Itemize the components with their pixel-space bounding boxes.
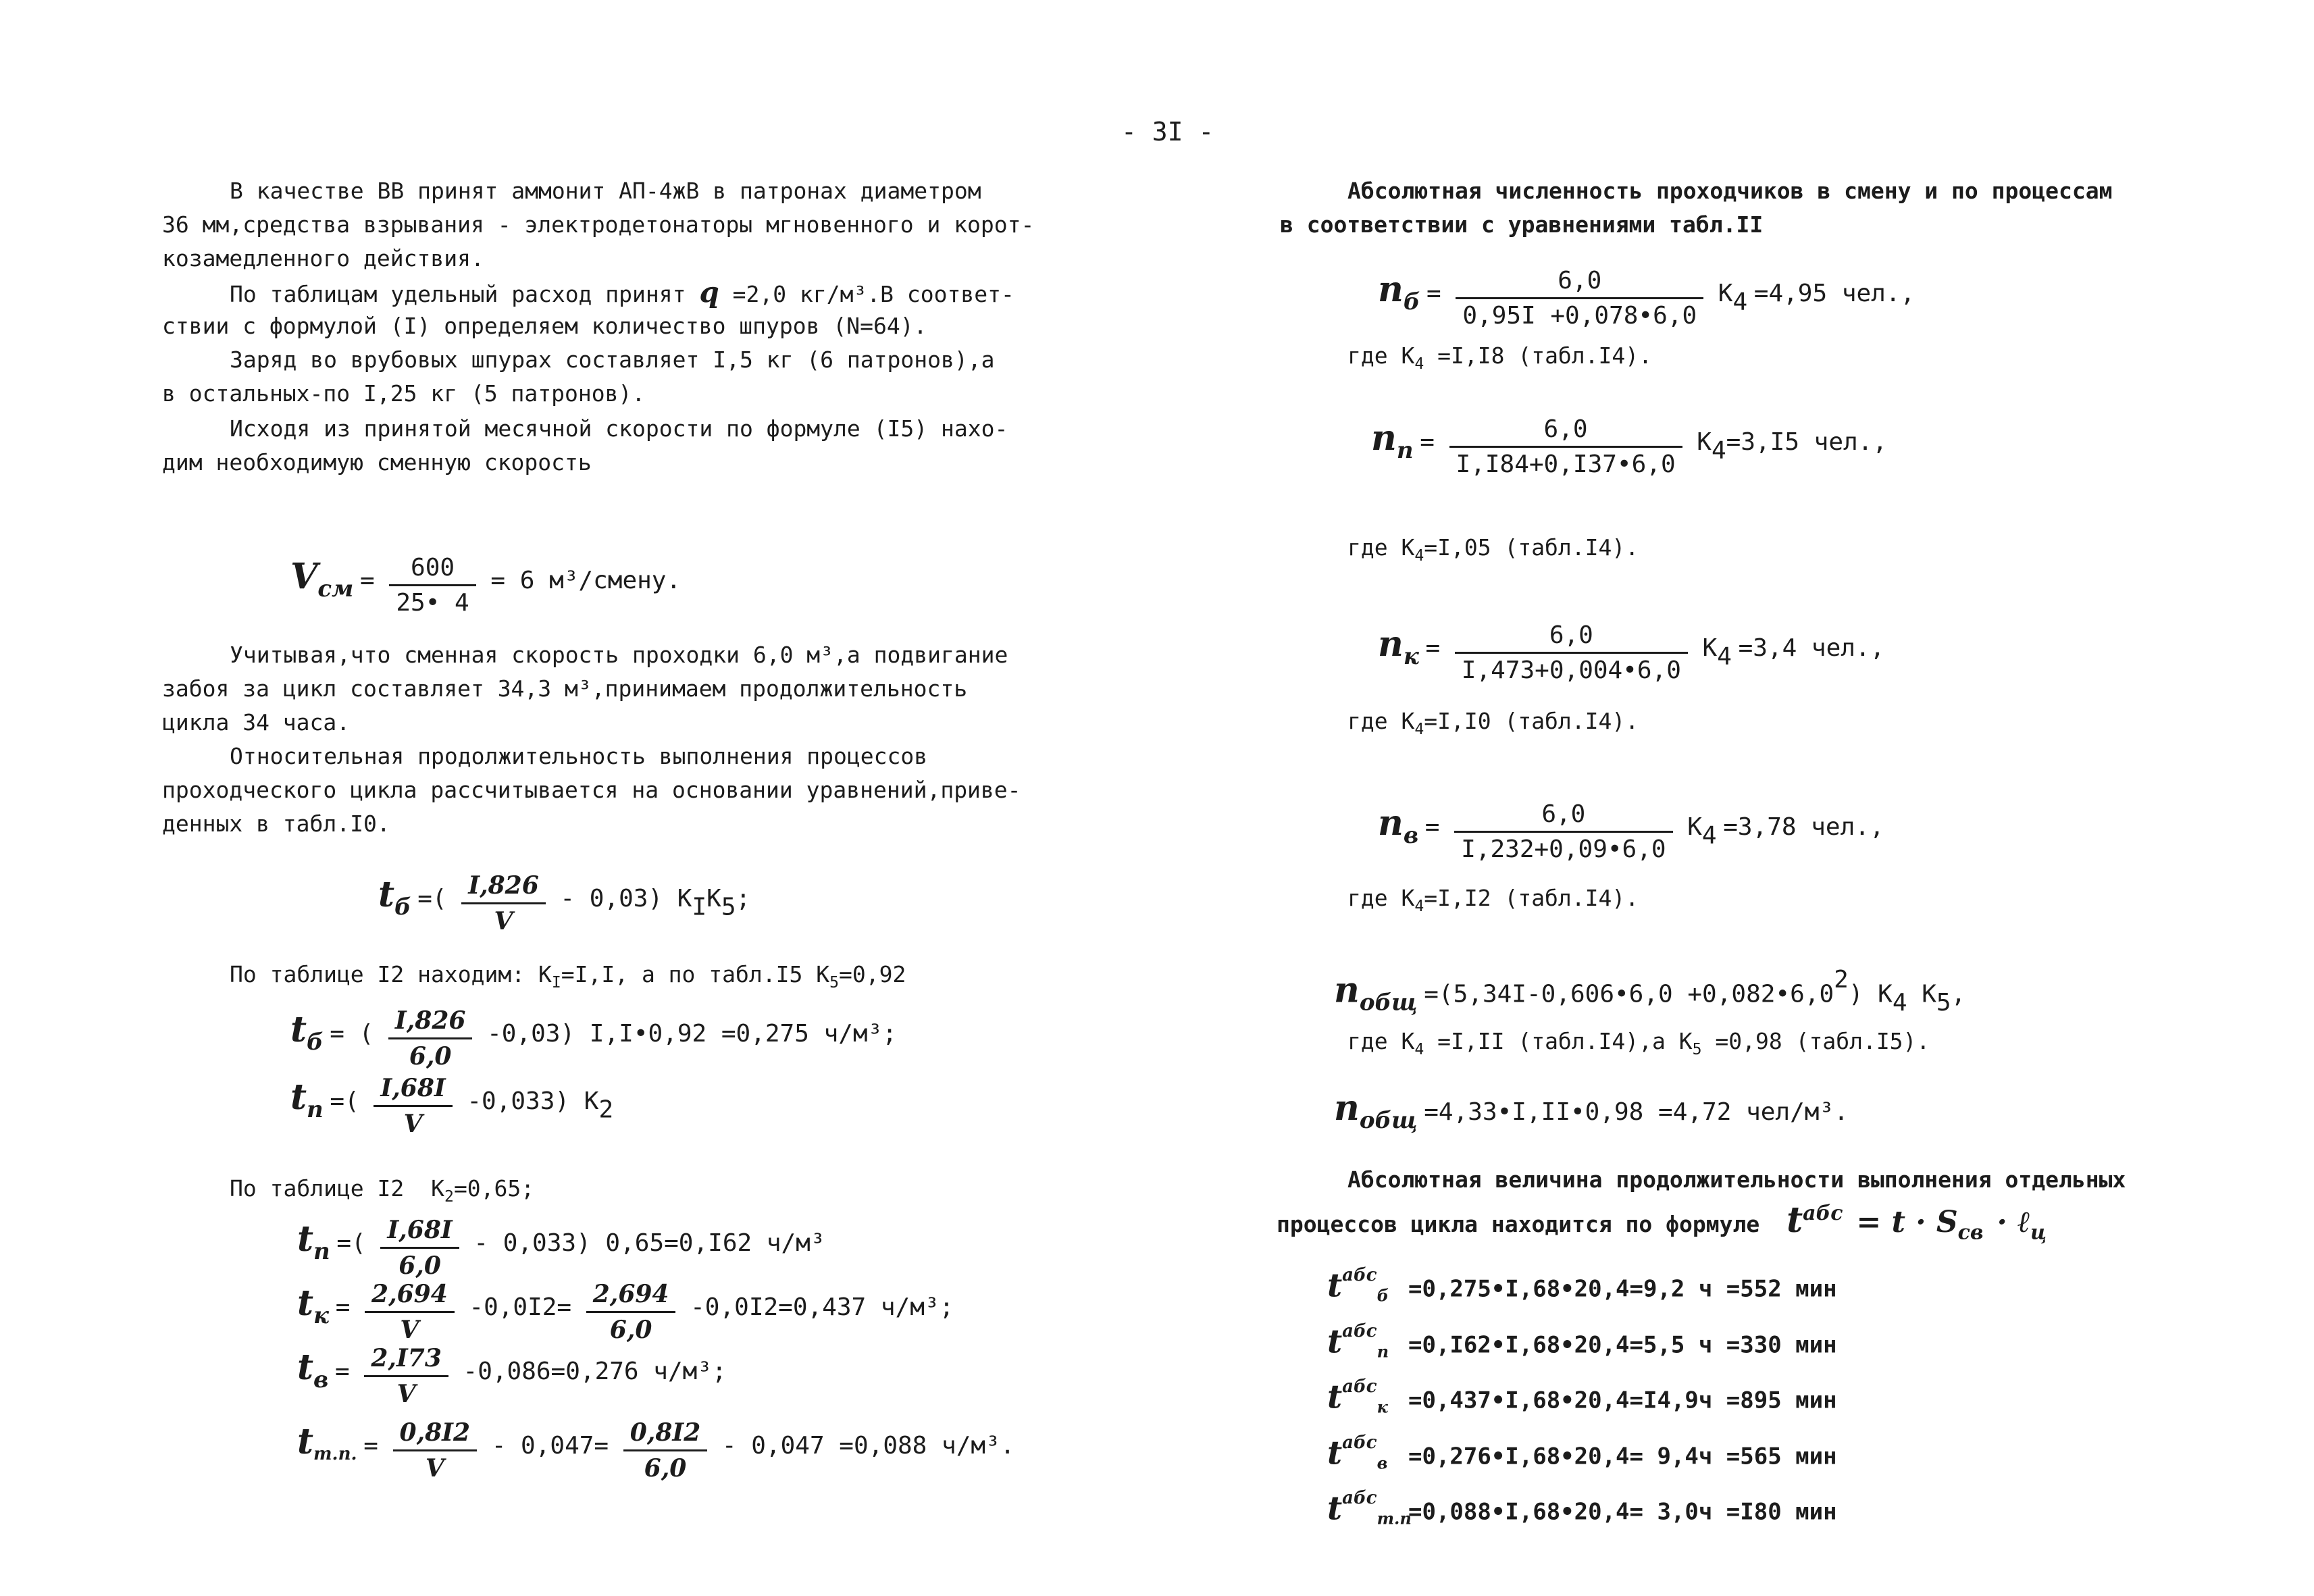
formula-text: · ℓ xyxy=(1997,1205,2030,1239)
left-paragraph-8 xyxy=(230,1172,534,1214)
formula-text: - 0,033) 0,65=0,I62 ч/м³ xyxy=(473,1229,825,1257)
numerator: I,826 xyxy=(394,1006,466,1035)
right-paragraph-1 xyxy=(1280,174,2112,242)
left-paragraph-2b xyxy=(162,309,927,343)
formula-subscript: в xyxy=(313,1366,329,1393)
numerator: I,68I xyxy=(380,1074,446,1102)
formula-subscript: в xyxy=(1403,821,1419,849)
equals: = xyxy=(1424,813,1440,841)
left-paragraph-3 xyxy=(162,343,994,411)
formula-text: ; xyxy=(736,885,751,912)
t-row xyxy=(1327,1425,1837,1481)
equals: = xyxy=(1420,428,1435,456)
where-line-4 xyxy=(1347,881,1639,923)
text-fragment: =I,I8 (табл.I4). xyxy=(1437,342,1653,369)
left-paragraph-7 xyxy=(230,958,906,1000)
formula-symbol: n xyxy=(1378,802,1404,844)
formula-symbol: t xyxy=(297,1421,314,1462)
t-value: =0,088•I,68•20,4= 3,0ч =I80 мин xyxy=(1408,1498,1837,1526)
formula-n-v xyxy=(1378,800,1884,863)
text-line: проходческого цикла рассчитывается на основании уравнений,приве- xyxy=(162,777,1021,803)
text-fragment: =0,92 xyxy=(839,961,906,987)
t-symbol: $t^{абс}_{т.п}$ xyxy=(1327,1488,1412,1528)
text-line: В качестве ВВ принят аммонит АП-4жВ в патронах диаметром xyxy=(230,178,981,204)
text-fragment: где K xyxy=(1347,708,1415,734)
numerator: 6,0 xyxy=(1558,267,1602,294)
denominator: 0,95I +0,078•6,0 xyxy=(1456,297,1703,330)
t-symbol: $t^{абс}_б$ xyxy=(1327,1265,1389,1306)
formula-text: - 0,047 =0,088 ч/м³. xyxy=(721,1432,1015,1460)
fraction xyxy=(1456,267,1703,330)
denominator: 25• 4 xyxy=(389,584,475,617)
text-fragment: процессов цикла находится по формуле xyxy=(1277,1211,1760,1237)
formula-symbol: n xyxy=(1371,417,1397,459)
text-line: дим необходимую сменную скорость xyxy=(162,449,592,475)
subscript: I xyxy=(551,974,561,992)
denominator: 6,0 xyxy=(380,1247,459,1280)
formula-text: ) K xyxy=(1848,980,1893,1008)
numerator: 6,0 xyxy=(1541,800,1586,828)
numerator: I,68I xyxy=(387,1216,453,1244)
text-line: Относительная продолжительность выполнения процессов xyxy=(230,743,928,769)
formula-subscript: б xyxy=(1403,288,1420,315)
subscript: 4 xyxy=(1414,898,1424,916)
subscript: 4 xyxy=(1414,1041,1424,1059)
formula-t-b-general xyxy=(378,871,750,935)
left-paragraph-5 xyxy=(162,638,1008,740)
formula-t-b-value xyxy=(290,1006,897,1071)
text-fragment: =I,I0 (табл.I4). xyxy=(1424,708,1639,734)
subscript: 5 xyxy=(1692,1041,1702,1059)
text-line: Исходя из принятой месячной скорости по формуле (I5) нахо- xyxy=(230,415,1008,442)
text-fragment: где K xyxy=(1347,1028,1415,1054)
formula-text: K xyxy=(706,885,721,912)
text-line: забоя за цикл составляет 34,3 м³,принимаем продолжительность xyxy=(162,675,968,702)
formula-result: =3,I5 чел., xyxy=(1726,428,1888,456)
equals: = xyxy=(335,1358,350,1385)
text-fragment: По таблице I2 xyxy=(230,1175,405,1202)
numerator: 6,0 xyxy=(1549,621,1593,649)
equals: = xyxy=(1426,280,1441,307)
text-line: Учитывая,что сменная скорость проходки 6,0 м³,а подвигание xyxy=(230,642,1008,668)
formula-symbol: t xyxy=(290,1009,307,1050)
formula-text: , xyxy=(1951,980,1966,1008)
fraction xyxy=(586,1280,676,1344)
text-fragment: где K xyxy=(1347,342,1415,369)
t-absolute-table xyxy=(1327,1258,1837,1537)
formula-t-tp xyxy=(297,1418,1014,1483)
formula-t-k xyxy=(297,1280,954,1344)
subscript: 4 xyxy=(1414,721,1424,739)
text-line: Абсолютная численность проходчиков в смену и по процессам xyxy=(1347,178,2113,204)
subscript: 2 xyxy=(598,1096,614,1124)
formula-text: -0,03) I,I•0,92 =0,275 ч/м³; xyxy=(487,1020,897,1048)
page-number: - 3I - xyxy=(1121,117,1214,147)
formula-subscript: см xyxy=(317,575,354,602)
formula-symbol: n xyxy=(1378,269,1404,310)
fraction xyxy=(623,1418,708,1483)
formula-text: K xyxy=(1702,634,1718,662)
formula-text: K xyxy=(1687,813,1702,841)
denominator: V xyxy=(374,1105,452,1138)
t-value: =0,275•I,68•20,4=9,2 ч =552 мин xyxy=(1408,1275,1837,1303)
q-symbol: q xyxy=(699,276,719,309)
fraction xyxy=(380,1216,459,1280)
subscript: 4 xyxy=(1717,642,1732,671)
formula-result: =3,78 чел., xyxy=(1723,813,1884,841)
subscript: 5 xyxy=(1936,989,1951,1017)
right-paragraph-2b xyxy=(1277,1197,2047,1250)
subscript: 5 xyxy=(829,974,839,992)
formula-symbol: V xyxy=(290,556,318,597)
text-fragment: =I,II (табл.I4),а K xyxy=(1437,1028,1693,1054)
formula-t-p-general xyxy=(290,1074,613,1138)
left-paragraph-2 xyxy=(230,276,1014,311)
formula-subscript: п xyxy=(1396,436,1414,464)
left-paragraph-6 xyxy=(162,740,1021,841)
subscript: 4 xyxy=(1701,821,1717,850)
t-value: =0,I62•I,68•20,4=5,5 ч =330 мин xyxy=(1408,1331,1837,1358)
equals: = xyxy=(363,1432,378,1460)
formula-symbol: t xyxy=(297,1347,314,1388)
subscript: I xyxy=(692,893,707,921)
formula-subscript: т.п. xyxy=(313,1444,357,1465)
formula-text: -0,0I2= xyxy=(469,1293,572,1321)
equals: = xyxy=(1425,634,1441,662)
text-line: денных в табл.I0. xyxy=(162,810,390,837)
t-row xyxy=(1327,1481,1837,1537)
formula-subscript: общ xyxy=(1359,1106,1418,1134)
left-paragraph-1 xyxy=(162,174,1034,276)
text-line: 36 мм,средства взрывания - электродетонаторы мгновенного и корот- xyxy=(162,211,1035,238)
text-line: в соответствии с уравнениями табл.II xyxy=(1280,211,1764,238)
text-line: в остальных-по I,25 кг (5 патронов). xyxy=(162,380,646,407)
text-fragment: По таблице I2 находим: K xyxy=(230,961,552,987)
subscript: св xyxy=(1957,1220,1984,1245)
where-line-5 xyxy=(1347,1025,1930,1066)
text-line: цикла 34 часа. xyxy=(162,709,351,736)
right-paragraph-2: Абсолютная величина продолжительности выполнения отдельных xyxy=(1347,1166,2126,1193)
denominator: V xyxy=(461,902,546,935)
formula-n-total xyxy=(1334,966,1965,1016)
formula-text: -0,086=0,276 ч/м³; xyxy=(463,1358,727,1385)
formula-n-k xyxy=(1378,621,1884,684)
text-line: Заряд во врубовых шпурах составляет I,5 кг (6 патронов),а xyxy=(230,346,995,373)
formula-n-b xyxy=(1378,267,1915,330)
formula-result: =4,95 чел., xyxy=(1753,280,1916,307)
formula-text: = ( xyxy=(330,1020,374,1048)
subscript: 4 xyxy=(1414,547,1424,565)
formula-text: = t · S xyxy=(1856,1205,1958,1239)
numerator: 2,I73 xyxy=(371,1344,442,1372)
formula-text: - 0,03) K xyxy=(560,885,692,912)
text-fragment: где K xyxy=(1347,885,1415,911)
subscript: 4 xyxy=(1711,436,1726,465)
formula-vcm xyxy=(290,554,681,617)
t-symbol: $t^{абс}_в$ xyxy=(1327,1432,1388,1473)
subscript: ц xyxy=(2030,1220,2047,1245)
text-fragment: =I,I, а по табл.I5 K xyxy=(561,961,830,987)
formula-text: K xyxy=(1907,980,1936,1008)
superscript: 2 xyxy=(1834,966,1849,994)
t-value: =0,437•I,68•20,4=I4,9ч =895 мин xyxy=(1408,1387,1837,1414)
text-fragment: ствии с формулой (I) определяем количество шпуров xyxy=(162,313,820,339)
fraction xyxy=(388,1006,473,1071)
formula-symbol: n xyxy=(1334,1087,1360,1129)
denominator: I,232+0,09•6,0 xyxy=(1454,831,1672,863)
formula-subscript: общ xyxy=(1359,989,1418,1016)
numerator: 2,694 xyxy=(592,1280,669,1308)
formula-symbol: t xyxy=(290,1077,307,1118)
fraction xyxy=(365,1280,455,1344)
formula-symbol: n xyxy=(1334,969,1360,1011)
text-fragment: =2,0 кг/м³.В соответ- xyxy=(732,281,1014,307)
formula-text: - 0,047= xyxy=(491,1432,609,1460)
formula-subscript: к xyxy=(313,1302,330,1329)
denominator: V xyxy=(365,1311,455,1344)
text-line: козамедленного действия. xyxy=(162,245,484,272)
text-fragment: По таблицам удельный расход принят xyxy=(230,281,686,307)
where-line-2 xyxy=(1347,531,1639,573)
fraction xyxy=(1449,415,1682,478)
where-line-1 xyxy=(1347,339,1652,381)
t-symbol: $t^{абс}_п$ xyxy=(1327,1320,1389,1362)
denominator: V xyxy=(393,1449,478,1483)
formula-t-p-value xyxy=(297,1216,825,1280)
numerator: 6,0 xyxy=(1543,415,1588,443)
t-row xyxy=(1327,1369,1837,1425)
denominator: 6,0 xyxy=(623,1449,708,1483)
formula-text: =( xyxy=(417,885,447,912)
numerator: 0,8I2 xyxy=(629,1418,701,1447)
t-value: =0,276•I,68•20,4= 9,4ч =565 мин xyxy=(1408,1443,1837,1470)
fraction xyxy=(364,1344,448,1408)
formula-symbol: n xyxy=(1378,623,1404,665)
denominator: I,I84+0,I37•6,0 xyxy=(1449,446,1682,478)
numerator: I,826 xyxy=(468,871,539,900)
n-count: (N=64). xyxy=(833,313,927,339)
formula-text: =( xyxy=(330,1087,359,1115)
formula-subscript: б xyxy=(394,893,411,921)
fraction xyxy=(389,554,475,617)
text-fragment: K xyxy=(431,1175,445,1202)
fraction xyxy=(1454,800,1672,863)
formula-n-p xyxy=(1371,415,1887,478)
denominator: 6,0 xyxy=(586,1311,676,1344)
t-symbol: $t^{абс}_к$ xyxy=(1327,1376,1388,1417)
formula-text: =4,33•I,II•0,98 =4,72 чел/м³. xyxy=(1424,1098,1849,1126)
numerator: 600 xyxy=(411,554,455,582)
numerator: 0,8I2 xyxy=(399,1418,471,1447)
fraction xyxy=(374,1074,452,1138)
equals: = xyxy=(360,567,375,594)
text-fragment: =0,98 (табл.I5). xyxy=(1715,1028,1930,1054)
denominator: 6,0 xyxy=(388,1037,473,1071)
text-fragment: где K xyxy=(1347,534,1415,561)
formula-symbol: t xyxy=(378,874,395,915)
subscript: 4 xyxy=(1892,989,1907,1017)
formula-subscript: п xyxy=(313,1237,330,1265)
subscript: 2 xyxy=(444,1188,454,1206)
left-paragraph-4 xyxy=(162,412,1008,480)
formula-symbol: t xyxy=(297,1218,314,1260)
text-fragment: =I,I2 (табл.I4). xyxy=(1424,885,1639,911)
text-fragment: =0,65; xyxy=(453,1175,535,1202)
formula-text: K xyxy=(1697,428,1712,456)
formula-text: K xyxy=(1718,280,1733,307)
denominator: I,473+0,004•6,0 xyxy=(1455,652,1688,684)
formula-t-v xyxy=(297,1344,727,1408)
formula-text: =( xyxy=(336,1229,366,1257)
formula-n-total-value xyxy=(1334,1087,1849,1134)
t-row xyxy=(1327,1258,1837,1314)
formula-result: =3,4 чел., xyxy=(1738,634,1885,662)
fraction xyxy=(461,871,546,935)
formula-symbol: t xyxy=(1786,1200,1803,1241)
fraction xyxy=(393,1418,478,1483)
equals: = xyxy=(335,1293,351,1321)
formula-text: -0,033) K xyxy=(467,1087,599,1115)
fraction xyxy=(1455,621,1688,684)
superscript: абс xyxy=(1803,1202,1843,1225)
denominator: V xyxy=(364,1375,448,1408)
subscript: 4 xyxy=(1414,355,1424,374)
formula-subscript: б xyxy=(307,1028,324,1056)
where-line-3 xyxy=(1347,704,1639,746)
text-fragment: =I,05 (табл.I4). xyxy=(1424,534,1639,561)
formula-result: = 6 м³/смену. xyxy=(490,567,682,594)
subscript: 4 xyxy=(1732,288,1748,316)
numerator: 2,694 xyxy=(371,1280,448,1308)
subscript: 5 xyxy=(721,893,736,921)
formula-text: -0,0I2=0,437 ч/м³; xyxy=(690,1293,954,1321)
formula-subscript: к xyxy=(1403,642,1419,670)
formula-subscript: п xyxy=(307,1096,324,1123)
t-row xyxy=(1327,1314,1837,1370)
formula-text: =(5,34I-0,606•6,0 +0,082•6,0 xyxy=(1424,980,1834,1008)
formula-symbol: t xyxy=(297,1283,314,1324)
